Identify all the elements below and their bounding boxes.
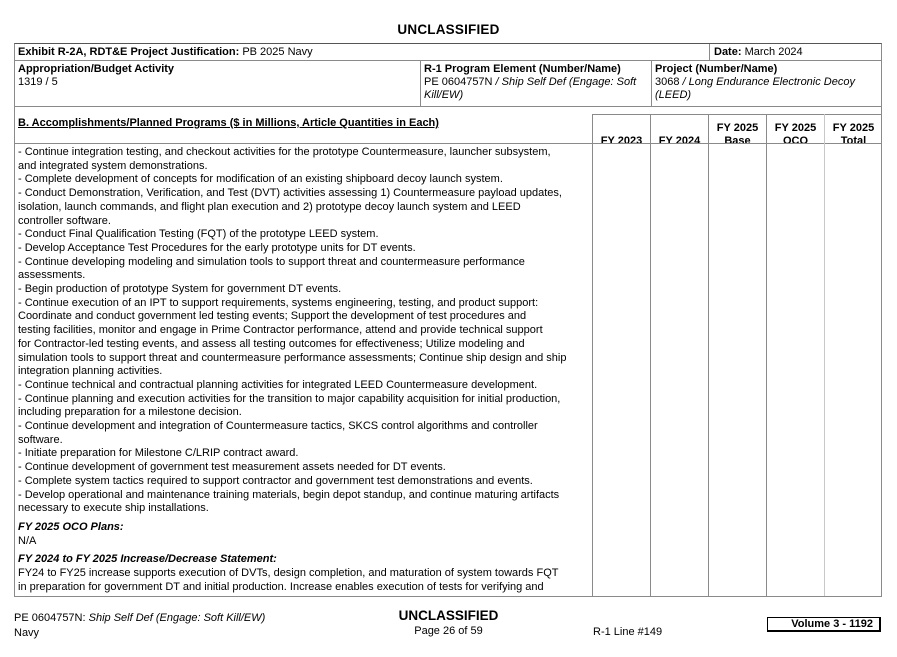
- accomplishment-line: - Continue technical and contractual planning activities for integrated LEED Countermeasure development.: [18, 378, 538, 391]
- accomplishment-line: - Continue developing modeling and simulation tools to support threat and countermeasure performance: [18, 255, 525, 268]
- appropriation-value: 1319 / 5: [18, 76, 58, 88]
- page-number: Page 26 of 59: [414, 625, 483, 637]
- volume-badge: Volume 3 - 1192: [767, 617, 881, 632]
- accomplishment-line: isolation, launch commands, and flight plan execution and 2) prototype decoy launch system and LEED: [18, 200, 521, 213]
- accomplishment-line: software.: [18, 433, 63, 446]
- column-header-fy2025-total: FY 2025 Total: [824, 115, 882, 151]
- accomplishment-line: controller software.: [18, 214, 111, 227]
- exhibit-row: [14, 43, 882, 61]
- accomplishment-line: - Continue planning and execution activities for the transition to major capability acquisition for initial production,: [18, 392, 561, 405]
- footer-r1-line: R-1 Line #149: [593, 626, 663, 638]
- accomplishment-line: for Contractor-led testing events, and assess all testing outcomes for effectiveness; Utilize modeling and: [18, 337, 525, 350]
- accomplishments-body: [18, 146, 590, 595]
- accomplishment-line: including preparation for a milestone decision.: [18, 406, 242, 419]
- column-divider: [824, 114, 825, 596]
- project-name-cont: (LEED): [655, 89, 692, 101]
- accomplishment-line: - Develop Acceptance Test Procedures for the early prototype units for DT events.: [18, 241, 416, 254]
- project-label: Project (Number/Name): [655, 63, 778, 75]
- project-sep: /: [679, 76, 689, 88]
- accomplishment-line: simulation tools to support threat and countermeasure performance assessments; Continue ship design and ship: [18, 351, 567, 364]
- r1-number: PE 0604757N: [424, 76, 493, 88]
- column-divider: [650, 114, 651, 596]
- accomplishment-line: - Initiate preparation for Milestone C/LRIP contract award.: [18, 447, 299, 460]
- r1-program-element-cell: [420, 60, 651, 106]
- accomplishment-line: - Complete development of concepts for modification of an existing shipboard decoy launch system.: [18, 173, 503, 186]
- program-info-row: [14, 60, 882, 107]
- date-value: March 2024: [744, 46, 803, 58]
- accomplishment-line: necessary to execute ship installations.: [18, 502, 209, 515]
- accomplishment-line: assessments.: [18, 269, 86, 282]
- accomplishment-lines: [18, 146, 590, 516]
- oco-plans-value: N/A: [18, 534, 37, 547]
- column-header-fy2024: FY 2024: [650, 115, 708, 151]
- accomplishment-line: - Complete system tactics required to support contractor and government test demonstrations and events.: [18, 474, 533, 487]
- exhibit-title: [18, 46, 313, 58]
- accomplishment-line: integration planning activities.: [18, 365, 163, 378]
- appropriation-label: Appropriation/Budget Activity: [18, 63, 175, 75]
- increase-decrease-heading: FY 2024 to FY 2025 Increase/Decrease Statement:: [18, 553, 277, 566]
- accomplishment-line: - Continue integration testing, and checkout activities for the prototype Countermeasure, launcher subsystem,: [18, 146, 551, 158]
- column-header-fy2023: FY 2023: [592, 115, 650, 151]
- footer-pe-number: PE 0604757N:: [14, 612, 86, 624]
- accomplishment-line: - Conduct Final Qualification Testing (FQT) of the prototype LEED system.: [18, 228, 379, 241]
- column-header-fy2025-oco: FY 2025 OCO: [766, 115, 824, 151]
- accomplishment-line: - Continue development of government test measurement assets needed for DT events.: [18, 461, 446, 474]
- accomplishment-line: - Begin production of prototype System for government DT events.: [18, 283, 342, 296]
- accomplishments-section: [14, 106, 882, 597]
- increase-decrease-text: [18, 567, 590, 594]
- r1-label: R-1 Program Element (Number/Name): [424, 63, 621, 75]
- column-divider: [766, 114, 767, 596]
- accomplishment-line: - Conduct Demonstration, Verification, and Test (DVT) activities assessing 1) Countermeasure payload updates,: [18, 187, 562, 200]
- date-label: Date:: [714, 46, 742, 58]
- classification-banner-bottom: UNCLASSIFIED: [398, 608, 499, 623]
- fiscal-year-column-headers: [592, 114, 882, 151]
- r1-value: [424, 76, 648, 89]
- r1-name-cont: Kill/EW): [424, 89, 464, 101]
- r1-sep: /: [492, 76, 502, 88]
- accomplishment-line: - Continue development and integration of Countermeasure tactics, SKCS control algorithms and controller: [18, 420, 538, 433]
- exhibit-label: Exhibit R-2A, RDT&E Project Justification:: [18, 46, 240, 58]
- footer-center: [0, 608, 897, 637]
- accomplishment-line: Coordinate and conduct government led testing events; Support the development of test procedures and: [18, 310, 527, 323]
- project-number: 3068: [655, 76, 680, 88]
- project-value: [655, 76, 878, 89]
- section-b-title: B. Accomplishments/Planned Programs ($ in Millions, Article Quantities in Each): [18, 117, 439, 129]
- column-divider: [708, 114, 709, 596]
- exhibit-value: PB 2025 Navy: [242, 46, 313, 58]
- oco-plans-heading: FY 2025 OCO Plans:: [18, 520, 124, 533]
- accomplishment-line: - Develop operational and maintenance training materials, begin depot standup, and continue maturing artifacts: [18, 488, 560, 501]
- column-divider: [592, 114, 593, 596]
- date-cell: [709, 44, 881, 60]
- footer-service: Navy: [14, 627, 40, 639]
- project-name: Long Endurance Electronic Decoy: [688, 76, 855, 88]
- column-header-fy2025-base: FY 2025 Base: [708, 115, 766, 151]
- accomplishment-line: - Continue execution of an IPT to support requirements, systems engineering, testing, and product support:: [18, 296, 539, 309]
- increase-decrease-line: in preparation for government DT and initial production. Increase enables execution of tests for verifying and: [18, 580, 544, 593]
- accomplishment-line: and integrated system demonstrations.: [18, 159, 208, 172]
- accomplishment-line: testing facilities, monitor and engage in Prime Contractor performance, attend and provide technical support: [18, 324, 543, 337]
- classification-banner-top: UNCLASSIFIED: [397, 22, 500, 37]
- project-cell: [651, 60, 881, 106]
- header-separator: [15, 143, 881, 144]
- footer-pe-name: Ship Self Def (Engage: Soft Kill/EW): [88, 612, 266, 624]
- increase-decrease-line: FY24 to FY25 increase supports execution of DVTs, design completion, and maturation of system towards FQT: [18, 567, 559, 580]
- appropriation-cell: [15, 60, 420, 106]
- r1-name: Ship Self Def (Engage: Soft: [501, 76, 637, 88]
